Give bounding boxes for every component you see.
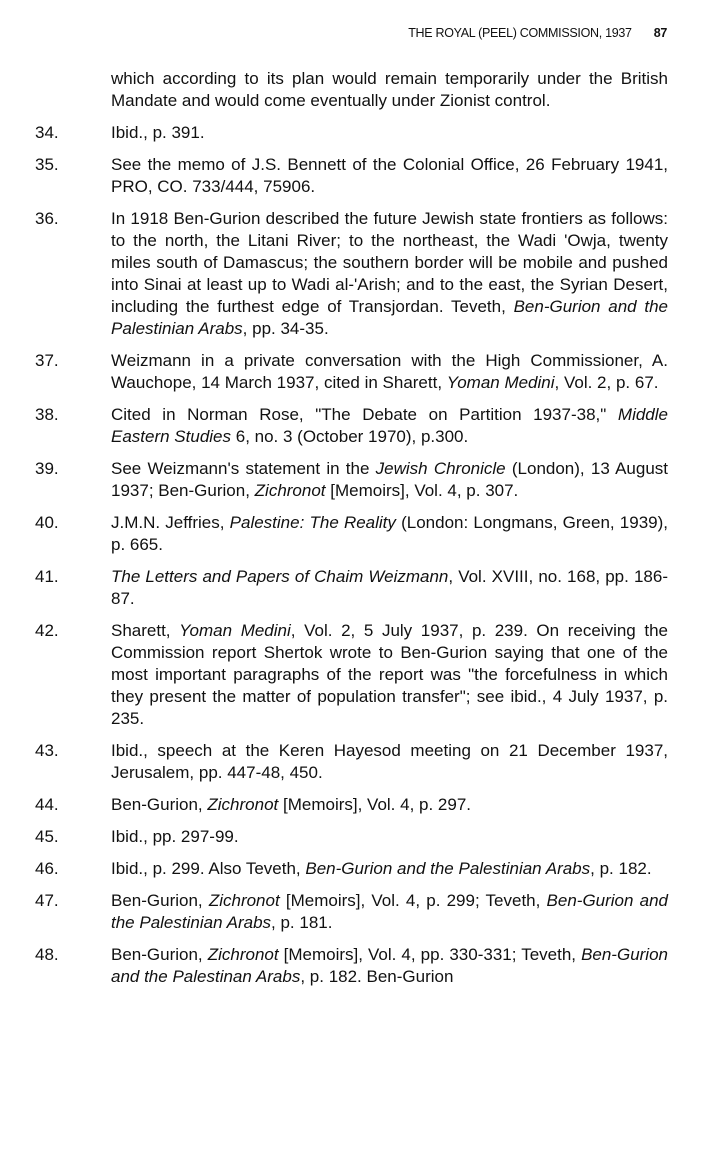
italic-title: Zichronot	[208, 891, 280, 910]
endnote	[35, 826, 668, 848]
endnote-text	[111, 122, 668, 144]
endnote-number: 42.	[35, 621, 59, 640]
endnote-number: 37.	[35, 351, 59, 370]
endnote-text	[111, 208, 668, 340]
text-segment: Ibid., speech at the Keren Hayesod meeting on 21 December 1937, Jerusalem, pp. 447-48, 450.	[111, 741, 668, 782]
endnote-number: 36.	[35, 209, 59, 228]
italic-title: Zichronot	[254, 481, 326, 500]
italic-title: Ben-Gurion and the Palestinian Arabs	[111, 891, 668, 932]
text-segment: , p. 181.	[271, 913, 333, 932]
text-segment: [Memoirs], Vol. 4, p. 299; Teveth,	[279, 891, 547, 910]
text-segment: Weizmann in a private conversation with the High Commissioner, A. Wauchope, 14 March 1937, cited in Sharett,	[111, 351, 668, 392]
text-segment: Ben-Gurion,	[111, 945, 208, 964]
endnote-text	[111, 458, 668, 502]
endnote-number: 47.	[35, 891, 59, 910]
text-segment: , Vol. 2, 5 July 1937, p. 239. On receiving the Commission report Shertok wrote to Ben-Gurion saying that one of the most important paragraphs of the report was "the forcefulness in which they present the matter of population transfer"; see ibid., 4 July 1937, p. 235.	[111, 621, 668, 728]
text-segment: 6, no. 3 (October 1970), p.300.	[231, 427, 469, 446]
text-segment: See the memo of J.S. Bennett of the Colonial Office, 26 February 1941, PRO, CO. 733/444, 75906.	[111, 155, 668, 196]
endnote	[35, 794, 668, 816]
text-segment: [Memoirs], Vol. 4, p. 307.	[325, 481, 519, 500]
endnote	[35, 620, 668, 730]
endnote-number: 38.	[35, 405, 59, 424]
italic-title: Zichronot	[207, 795, 279, 814]
italic-title: Zichronot	[207, 945, 279, 964]
endnote	[35, 350, 668, 394]
endnote-number: 40.	[35, 513, 59, 532]
text-segment: Ibid., p. 391.	[111, 123, 205, 142]
text-segment: Ben-Gurion,	[111, 795, 208, 814]
endnote-text	[111, 858, 668, 880]
italic-title: Yoman Medini	[446, 373, 555, 392]
text-segment: , p. 182. Ben-Gurion	[300, 967, 454, 986]
note-continuation: which according to its plan would remain temporarily under the British Mandate and would come eventually under Zionist control.	[111, 69, 668, 110]
text-segment: Ibid., pp. 297-99.	[111, 827, 239, 846]
text-segment: See Weizmann's statement in the	[111, 459, 376, 478]
text-segment: , p. 182.	[590, 859, 652, 878]
endnote-text	[111, 826, 668, 848]
endnote-number: 43.	[35, 741, 59, 760]
endnote-text	[111, 890, 668, 934]
endnote-number: 35.	[35, 155, 59, 174]
endnote-text	[111, 740, 668, 784]
endnote	[35, 858, 668, 880]
endnote-text	[111, 154, 668, 198]
text-segment: Cited in Norman Rose, "The Debate on Partition 1937-38,"	[111, 405, 618, 424]
italic-title: Ben-Gurion and the Palestinian Arabs	[111, 297, 668, 338]
italic-title: Jewish Chronicle	[375, 459, 506, 478]
italic-title: Ben-Gurion and the Palestinan Arabs	[111, 945, 668, 986]
endnote	[35, 404, 668, 448]
endnote-number: 46.	[35, 859, 59, 878]
running-header	[408, 26, 667, 40]
text-segment: J.M.N. Jeffries,	[111, 513, 230, 532]
endnote-text	[111, 404, 668, 448]
endnote-number: 44.	[35, 795, 59, 814]
italic-title: Palestine: The Reality	[229, 513, 396, 532]
text-segment: Sharett,	[111, 621, 180, 640]
text-segment: (London), 13 August 1937; Ben-Gurion,	[111, 459, 668, 500]
text-segment: , Vol. XVIII, no. 168, pp. 186-87.	[111, 567, 668, 608]
text-segment: , pp. 34-35.	[242, 319, 329, 338]
endnote	[35, 566, 668, 610]
endnote-number: 39.	[35, 459, 59, 478]
endnotes	[35, 68, 668, 998]
italic-title: Ben-Gurion and the Palestinian Arabs	[305, 859, 591, 878]
endnote-text	[111, 350, 668, 394]
text-segment: (London: Longmans, Green, 1939), p. 665.	[111, 513, 668, 554]
endnote-text	[111, 944, 668, 988]
endnote	[35, 512, 668, 556]
italic-title: Yoman Medini	[179, 621, 291, 640]
endnote-number: 45.	[35, 827, 59, 846]
endnote	[35, 740, 668, 784]
endnote	[35, 944, 668, 988]
italic-title: Middle Eastern Studies	[111, 405, 668, 446]
italic-title: The Letters and Papers of Chaim Weizmann	[111, 567, 449, 586]
endnote-number: 48.	[35, 945, 59, 964]
endnote-text	[111, 512, 668, 556]
text-segment: In 1918 Ben-Gurion described the future Jewish state frontiers as follows: to the north, the Litani River; to the northeast, the Wadi 'Owja, twenty miles south of Damascus; the southern border will be mobile and pushed into Sinai at least up to Wadi al-'Arish; and to the east, the Syrian Desert, including the furthest edge of Transjordan. Teveth,	[111, 209, 668, 316]
endnote	[35, 890, 668, 934]
endnote	[35, 208, 668, 340]
endnote-number: 34.	[35, 123, 59, 142]
endnote	[35, 122, 668, 144]
endnote-number: 41.	[35, 567, 59, 586]
endnote-text	[111, 794, 668, 816]
text-segment: [Memoirs], Vol. 4, p. 297.	[278, 795, 472, 814]
text-segment: Ben-Gurion,	[111, 891, 209, 910]
endnote-text	[111, 566, 668, 610]
page-number: 87	[653, 26, 667, 40]
endnote	[35, 458, 668, 502]
endnote	[35, 154, 668, 198]
running-title: THE ROYAL (PEEL) COMMISSION, 1937	[408, 26, 632, 40]
text-segment: , Vol. 2, p. 67.	[554, 373, 659, 392]
text-segment: [Memoirs], Vol. 4, pp. 330-331; Teveth,	[278, 945, 582, 964]
text-segment: Ibid., p. 299. Also Teveth,	[111, 859, 306, 878]
endnote-text	[111, 620, 668, 730]
